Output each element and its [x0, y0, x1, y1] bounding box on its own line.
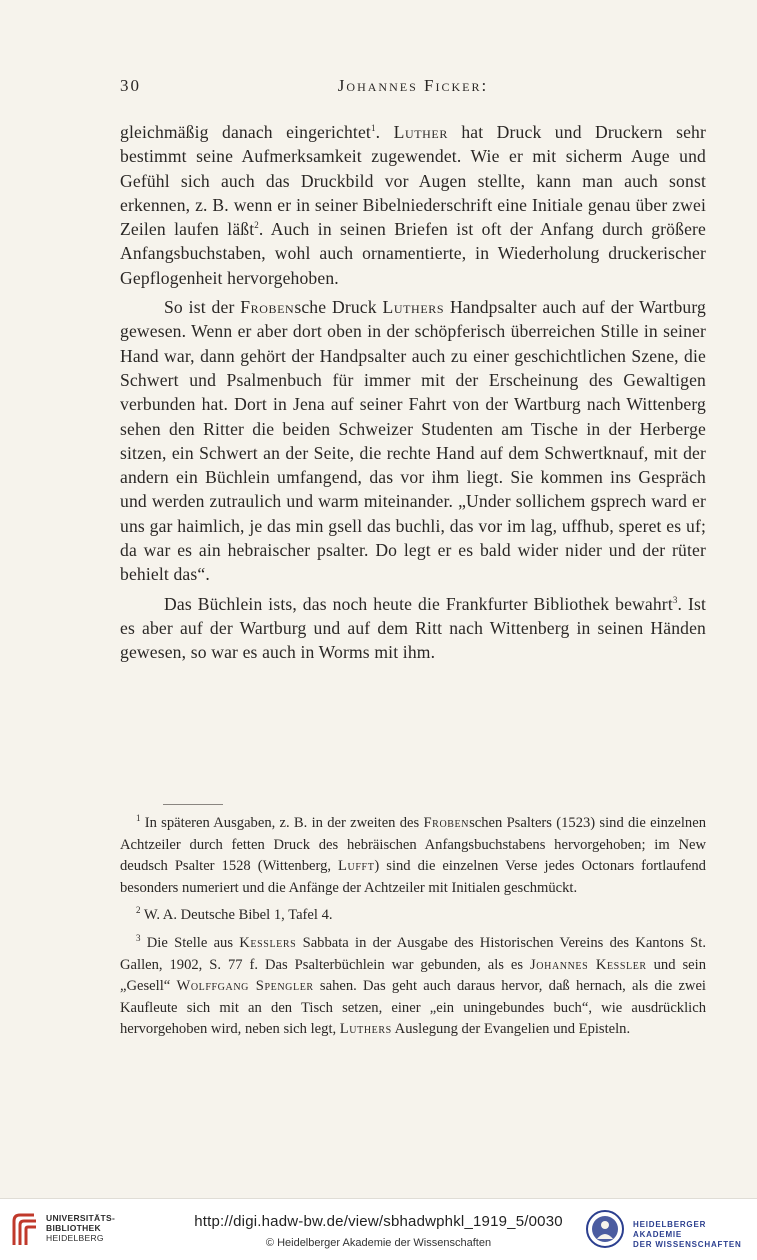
university-library-name: UNIVERSITÄTS- BIBLIOTHEK HEIDELBERG [46, 1213, 116, 1243]
paragraph-1: gleichmäßig danach eingerichtet$^1$. Luther hat Druck und Druckern sehr bestimmt seine Aufmerksamkeit zugewendet. Wie er mit sicherm Auge und Gefühl sich auch das Druckbild vor Augen stellte, kann man auch sonst erkennen, z. B. wenn er in seiner Bibelniederschrift eine Initiale genau über zwei Zeilen laufen läßt$^2$. Auch in seinen Briefen ist oft der Anfang durch größere Anfangsbuchstaben, wohl auch ornamentierte, in Wiederholung druckerischer Gepflogenheit hervorgehoben. [120, 122, 706, 288]
viewer-footer [0, 1198, 757, 1260]
footnote-3: $^3$ Die Stelle aus Kesslers Sabbata in der Ausgabe des Historischen Vereins des Kantons St. Gallen, 1902, S. 77 f. Das Psalterbüchlein war gebunden, als es Johannes Kessler und sein „Gesell“ Wolffgang Spengler sahen. Das geht auch daraus hervor, daß hernach, als die zwei Kaufleute sich mit an den Tisch setzen, einer „ein uningebundes buch“, wie ausdrücklich hervorgehoben wird, neben sich legt, Luthers Auslegung der Evangelien und Episteln. [120, 933, 706, 1038]
page-header [120, 76, 706, 100]
footnote-ref-1: 1 [370, 123, 376, 134]
footnote-1: $^1$ In späteren Ausgaben, z. B. in der zweiten des Frobenschen Psalters (1523) sind die einzelnen Achtzeiler durch fetten Druck des hebräischen Anfangsbuchstabens hervorgehoben; im New deudsch Psalter 1528 (Wittenberg, Lufft) sind die einzelnen Verse jedes Octonars fortlaufend besonders numeriert und die Anfänge der Achtzeiler mit Initialen geschmückt. [120, 813, 707, 896]
footnote-ref-2: 2 [254, 220, 259, 231]
footnote-ref-3: 3 [672, 594, 678, 605]
permalink-url[interactable]: http://digi.hadw-bw.de/view/sbhadwphkl_1919_5/0030 [194, 1213, 563, 1230]
body-text [120, 120, 706, 665]
footnote-divider [163, 804, 223, 805]
footnotes [120, 813, 706, 1041]
page-number: 30 [120, 76, 141, 95]
academy-seal-icon[interactable] [585, 1209, 625, 1249]
academy-name: HEIDELBERGER AKADEMIE DER WISSENSCHAFTEN [633, 1220, 742, 1249]
paragraph-2: So ist der Frobensche Druck Luthers Handpsalter auch auf der Wartburg gewesen. Wenn er aber dort oben in der schöpferisch überreichen Stille in seiner Hand war, dann gehört der Handpsalter auch zu einer geschichtlichen Szene, die Schwert und Psalmenbuch für immer mit der Erscheinung des Gewaltigen verbunden hat. Dort in Jena auf seiner Fahrt von der Wartburg nach Wittenberg sehen den Ritter die beiden Schweizer Studenten am Tische in der Herberge sitzen, ein Schwert an der Seite, die rechte Hand auf dem Schwertknauf, mit der andern ein Büchlein umfangend, das vor ihm liegt. Sie kommen ins Gespräch und werden zutraulich und warm miteinander. „Under sollichem gsprech ward er uns gar haimlich, je das min gsell das buchli, das vor im lag, uffhub, speret es uf; da war es ain hebraischer psalter. Do legt er es bald wider nider und der rüter behielt das“. [120, 297, 706, 585]
footnote-2: $^2$ W. A. Deutsche Bibel 1, Tafel 4. [136, 905, 333, 924]
running-title: Johannes Ficker: [337, 76, 489, 95]
paragraph-3: Das Büchlein ists, das noch heute die Frankfurter Bibliothek bewahrt$^3$. Ist es aber auf der Wartburg und auf dem Ritt nach Wittenberg in seinen Händen gewesen, so war es auch in Worms mit ihm. [120, 593, 706, 663]
copyright-notice: © Heidelberger Akademie der Wissenschaften [265, 1237, 492, 1249]
